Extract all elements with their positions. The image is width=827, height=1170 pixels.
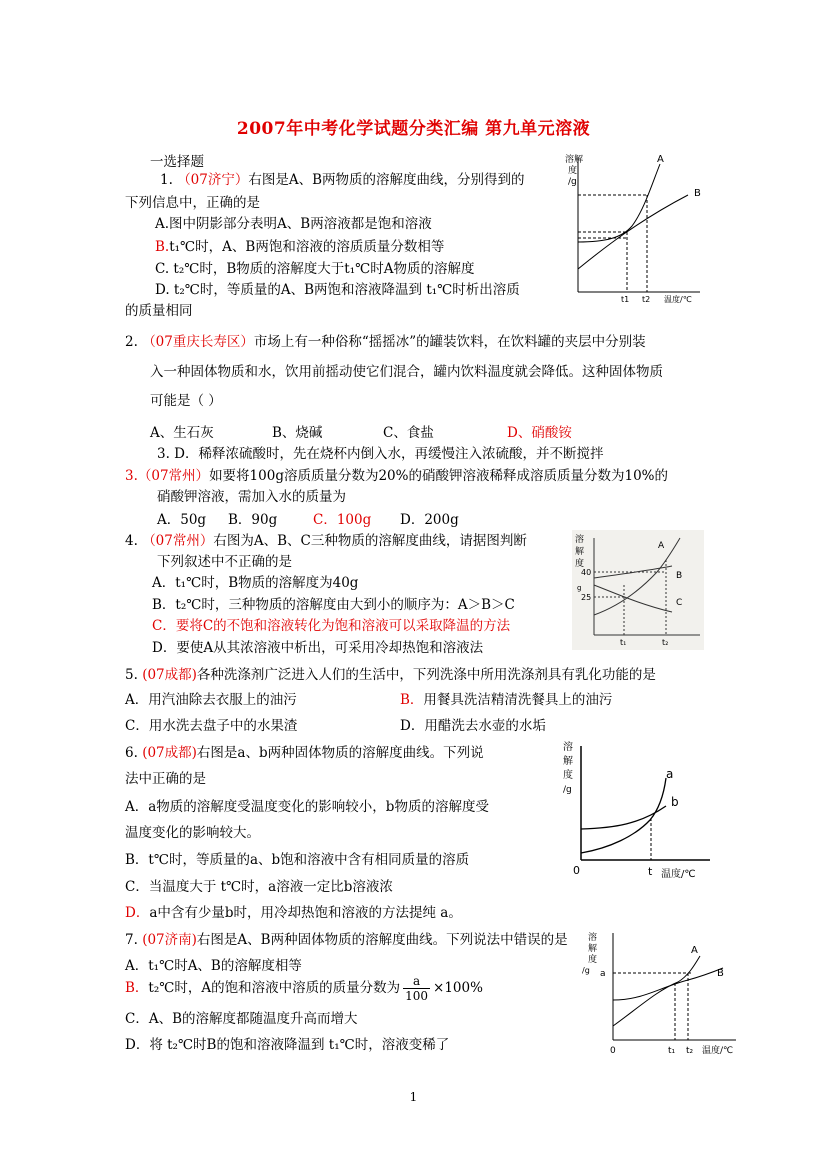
q1-stem-a: 右图是A、B两物质的溶解度曲线，分别得到的	[248, 172, 525, 188]
q1-fig-label-a: A	[657, 154, 664, 165]
q4-fig-curve-c	[594, 585, 672, 612]
q4-fig-ylabel1: 溶	[575, 535, 585, 545]
q4-fig-label-b: B	[676, 571, 683, 581]
q4-solubility-figure	[572, 530, 704, 650]
q1-option-a: A.图中阴影部分表明A、B两溶液都是饱和溶液	[155, 216, 432, 232]
q3-option-c: C．100g	[313, 512, 372, 528]
q6-fig-label-b: b	[671, 795, 679, 809]
q5-option-b-letter: B．	[400, 692, 424, 708]
q6-solubility-figure	[560, 738, 715, 888]
q1-fig-ylabel3: /g	[568, 177, 577, 187]
q4-line2: 下列叙述中不正确的是	[157, 554, 292, 570]
q4-fig-ylabel3: 度	[575, 559, 585, 569]
q7-fig-xlabel: 温度/℃	[702, 1046, 734, 1056]
q1-option-d: D. t₂℃时，等质量的A、B两饱和溶液降温到 t₁℃时析出溶质	[155, 282, 520, 298]
q4-option-a: A．t₁℃时，B物质的溶解度为40g	[152, 575, 359, 591]
q1-line1	[160, 168, 525, 188]
q6-option-c: C．当温度大于 t℃时，a溶液一定比b溶液浓	[125, 879, 393, 895]
q1-fig-t1: t1	[621, 295, 630, 304]
q7-option-d: D．将 t₂℃时B的饱和溶液降温到 t₁℃时，溶液变稀了	[125, 1037, 450, 1053]
q2-line3: 可能是（ ）	[150, 393, 222, 409]
q3-line1-text: 如要将100g溶质质量分数为20%的硝酸钾溶液稀释成溶质质量分数为10%的	[209, 468, 668, 484]
q7-fig-ylabel3: 度	[588, 955, 598, 965]
q7-fig-label-b: B	[717, 968, 724, 979]
q4-option-b: B．t₂℃时，三种物质的溶解度由大到小的顺序为：A＞B＞C	[152, 597, 515, 613]
q7-fig-origin: 0	[610, 1046, 616, 1056]
q1-fig-curve-a	[578, 164, 660, 242]
q6-option-d-text: a中含有少量b时，用冷却热饱和溶液的方法提纯 a。	[149, 905, 462, 921]
q4-number: 4.	[125, 533, 138, 549]
q7-fig-ylabel4: /g	[582, 966, 590, 975]
q4-fig-label-a: A	[658, 541, 665, 551]
q6-line1	[125, 741, 484, 761]
section-heading: 一选择题	[150, 154, 204, 170]
q2-line1	[125, 330, 646, 350]
q6-fig-curve-b	[581, 806, 666, 829]
q5-source: (07成都)	[142, 667, 197, 683]
q2-option-a: A、生石灰	[150, 425, 214, 441]
q3-option-d: D．200g	[400, 512, 459, 528]
q7-option-b-text: t₂℃时，A的饱和溶液中溶质的质量分数为	[148, 980, 401, 996]
q5-option-d: D．用醋洗去水壶的水垢	[400, 718, 546, 734]
q4-source: （07常州）	[142, 533, 214, 549]
q7-option-b-letter: B．	[125, 980, 149, 996]
page-title: 2007年中考化学试题分类汇编 第九单元溶液	[236, 119, 591, 139]
q3-line2: 硝酸钾溶液，需加入水的质量为	[157, 489, 346, 505]
q4-fig-t2: t₂	[662, 638, 669, 647]
q6-option-d-letter: D．	[125, 905, 150, 921]
q4-line1-text: 右图为A、B、C三种物质的溶解度曲线，请据图判断	[213, 533, 527, 549]
q7-stem-text: 右图是A、B两种固体物质的溶解度曲线。下列说法中错误的是	[196, 932, 568, 948]
q6-fig-origin: 0	[573, 864, 580, 877]
q6-fig-ylabel1: 溶	[563, 742, 573, 753]
q1-fig-xlabel: 温度/℃	[664, 295, 692, 304]
q7-option-b-fraction	[403, 974, 430, 1003]
q5-option-b	[400, 688, 612, 708]
q6-source: (07成都)	[142, 745, 197, 761]
q2-extra-line: 3. D．稀释浓硫酸时，先在烧杯内倒入水，再缓慢注入浓硫酸，并不断搅拌	[157, 446, 604, 462]
q7-frac-denominator: 100	[405, 989, 429, 1003]
q7-fig-ylabel2: 解	[588, 944, 598, 954]
q1-fig-t2: t2	[642, 295, 651, 304]
q3-option-a: A．50g	[157, 512, 207, 528]
q4-option-c: C．要将C的不饱和溶液转化为饱和溶液可以采取降温的方法	[152, 618, 511, 634]
q1-option-b-letter: B.	[155, 239, 170, 255]
q1-fig-label-b: B	[694, 188, 701, 199]
q1-option-b	[155, 235, 444, 255]
q6-fig-xlabel: 温度/℃	[661, 869, 696, 880]
q5-stem	[125, 663, 656, 683]
q7-fig-t2: t₂	[686, 1046, 694, 1056]
q7-frac-numerator: a	[403, 974, 430, 989]
q6-line1-text: 右图是a、b两种固体物质的溶解度曲线。下列说	[196, 745, 484, 761]
q2-source: （07重庆长寿区）	[142, 334, 254, 350]
q7-source: (07济南)	[142, 932, 197, 948]
q2-line2: 入一种固体物质和水，饮用前摇动使它们混合，罐内饮料温度就会降低。这种固体物质	[150, 364, 663, 380]
q7-fig-a-tick: a	[600, 969, 606, 979]
q4-fig-label-c: C	[676, 598, 683, 608]
q4-fig-g: g	[577, 584, 582, 592]
q6-line2: 法中正确的是	[125, 771, 206, 787]
q7-stem	[125, 928, 568, 948]
q6-fig-label-a: a	[666, 767, 674, 781]
q2-option-b: B、烧碱	[272, 425, 323, 441]
q3-number-source: 3.（07常州）	[125, 468, 210, 484]
q4-fig-curve-b	[594, 566, 672, 578]
q6-number: 6.	[125, 745, 138, 761]
q3-option-b: B．90g	[228, 512, 278, 528]
q7-number: 7.	[125, 932, 138, 948]
q6-option-d	[125, 901, 462, 921]
q2-option-c: C、食盐	[383, 425, 434, 441]
q6-fig-t: t	[648, 865, 653, 878]
q1-option-d-cont: 的质量相同	[125, 303, 193, 319]
q7-solubility-figure	[578, 928, 748, 1060]
q7-option-a: A．t₁℃时A、B的溶解度相等	[125, 958, 302, 974]
q6-option-a-cont: 温度变化的影响较大。	[125, 825, 260, 841]
q1-option-c: C. t₂℃时，B物质的溶解度大于t₁℃时A物质的溶解度	[155, 261, 475, 277]
q4-option-d: D．要使A从其浓溶液中析出，可采用冷却热饱和溶液法	[152, 640, 484, 656]
q5-option-b-text: 用餐具洗洁精清洗餐具上的油污	[423, 692, 613, 708]
q1-fig-ylabel2: 度	[568, 166, 578, 176]
q7-fig-label-a: A	[691, 945, 698, 956]
q1-option-b-text: t₁℃时，A、B两饱和溶液的溶质质量分数相等	[169, 239, 445, 255]
q5-option-a: A．用汽油除去衣服上的油污	[125, 692, 297, 708]
q3-line1	[125, 464, 668, 484]
q1-number: 1.	[160, 172, 173, 188]
q4-fig-t1: t₁	[620, 638, 627, 647]
q5-stem-text: 各种洗涤剂广泛进入人们的生活中，下列洗涤中所用洗涤剂具有乳化功能的是	[196, 667, 656, 683]
q1-stem-b: 下列信息中，正确的是	[125, 195, 260, 211]
q6-fig-ylabel4: /g	[563, 785, 572, 795]
q7-option-b	[125, 974, 483, 1003]
q7-option-c: C．A、B的溶解度都随温度升高而增大	[125, 1011, 358, 1027]
q6-fig-curve-a	[581, 778, 666, 853]
q6-fig-ylabel2: 解	[563, 756, 573, 767]
q1-source: （07济宁）	[177, 172, 249, 188]
q1-solubility-figure	[560, 152, 710, 310]
q4-fig-y40: 40	[581, 568, 592, 577]
q5-number: 5.	[125, 667, 138, 683]
q1-fig-ylabel1: 溶解	[565, 155, 584, 165]
q4-fig-ylabel2: 解	[575, 547, 585, 557]
q4-line1	[125, 529, 527, 549]
q2-number: 2.	[125, 334, 138, 350]
q2-option-d: D、硝酸铵	[507, 425, 572, 441]
q2-line1-text: 市场上有一种俗称“摇摇冰”的罐装饮料，在饮料罐的夹层中分别装	[253, 334, 646, 350]
page-number: 1	[409, 1090, 418, 1104]
q6-option-b: B．t℃时，等质量的a、b饱和溶液中含有相同质量的溶质	[125, 852, 470, 868]
q7-option-b-post: ×100%	[433, 980, 483, 996]
q7-fig-ylabel1: 溶	[588, 933, 598, 943]
q5-option-c: C．用水洗去盘子中的水果渣	[125, 718, 298, 734]
q6-fig-ylabel3: 度	[563, 770, 573, 781]
q7-fig-t1: t₁	[668, 1046, 676, 1056]
q4-fig-y25: 25	[581, 593, 592, 602]
q6-option-a: A．a物质的溶解度受温度变化的影响较小，b物质的溶解度受	[125, 799, 489, 815]
